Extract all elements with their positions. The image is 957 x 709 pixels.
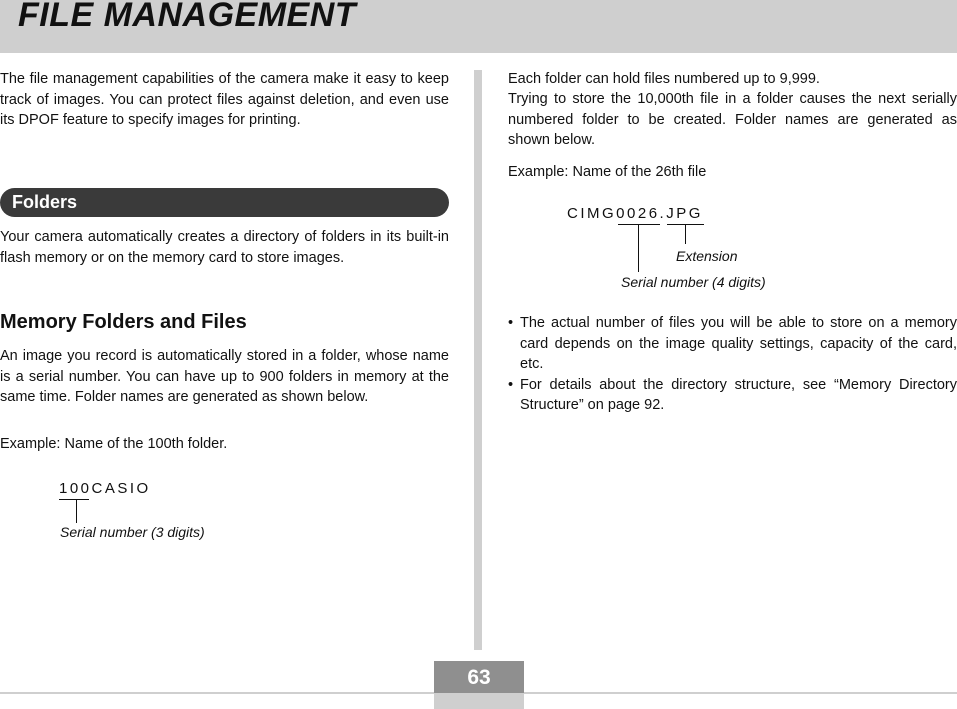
notes-list (508, 313, 957, 416)
section-heading-folders (0, 188, 449, 217)
memory-paragraph: An image you record is automatically stored in a folder, whose name is a serial number. You can have up to 900 folders in memory at the same time. Folder names are generated as shown below. (0, 348, 449, 405)
folder-serial-callout: Serial number (3 digits) (60, 524, 205, 540)
folder-name-part: CASIO (91, 480, 151, 497)
file-serial-part: 0026 (616, 205, 660, 222)
right-intro-paragraph: Trying to store the 10,000th file in a folder causes the next serially numbered folder to be created. Folder names are generated as shown below. (508, 91, 957, 148)
folders-paragraph: Your camera automatically creates a directory of folders in its built-in flash memory or on the memory card to store images. (0, 229, 449, 266)
section-heading-label: Folders (12, 192, 78, 212)
page-number: 63 (434, 661, 524, 693)
file-name-example (567, 205, 703, 222)
file-serial-underline (618, 224, 660, 225)
folder-serial-part: 100 (59, 480, 92, 497)
file-extension-callout: Extension (676, 248, 738, 264)
file-extension-part: JPG (666, 205, 703, 222)
file-dot-part: . (659, 205, 667, 222)
folder-serial-underline (59, 499, 89, 500)
file-prefix-part: CIMG (567, 205, 617, 222)
folder-name-example (59, 480, 151, 497)
list-item: • The actual number of files you will be able to store on a memory card depends on the image quality settings, capacity of the card, etc. (508, 313, 957, 375)
file-serial-callout: Serial number (4 digits) (621, 274, 766, 290)
list-item: • For details about the directory structure, see “Memory Directory Structure” on page 92. (508, 375, 957, 416)
folder-example-label: Example: Name of the 100th folder. (0, 436, 228, 452)
folder-serial-leader (76, 499, 77, 523)
right-intro-line: Each folder can hold files numbered up to 9,999. (508, 71, 820, 87)
file-serial-leader (638, 224, 639, 272)
intro-paragraph: The file management capabilities of the camera make it easy to keep track of images. You can protect files against deletion, and even use its DPOF feature to specify images for printing. (0, 71, 449, 128)
column-divider (474, 70, 482, 650)
file-extension-leader (685, 224, 686, 244)
subheading-memory-folders: Memory Folders and Files (0, 311, 247, 333)
file-example-label: Example: Name of the 26th file (508, 164, 707, 180)
page-title: FILE MANAGEMENT (18, 0, 357, 34)
